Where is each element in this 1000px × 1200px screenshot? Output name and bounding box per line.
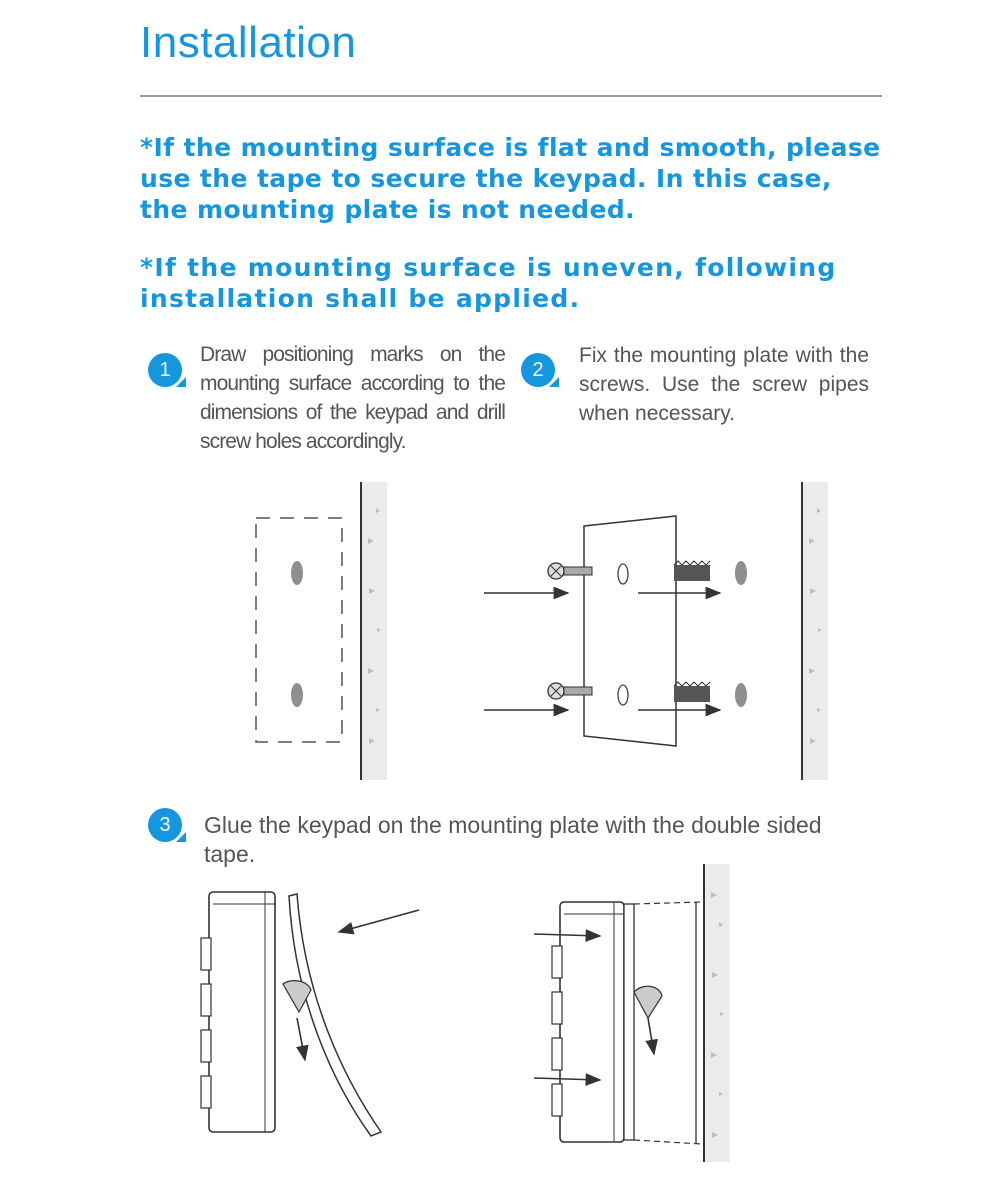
arrow-peel-down (648, 1018, 654, 1054)
drill-hole-top (291, 561, 303, 585)
step-2-text: Fix the mounting plate with the screws. Use the screw pipes when necessary. (579, 344, 869, 425)
screw-pipe-top (674, 561, 710, 581)
mounting-plate (584, 516, 676, 746)
tape-layer (624, 904, 634, 1140)
plate-outline-top (634, 902, 702, 904)
wall-section (361, 482, 387, 780)
tape-backing-peel (634, 986, 662, 1018)
wall-section (802, 482, 828, 780)
note-uneven-surface: *If the mounting surface is uneven, following installation shall be applied. (140, 253, 837, 313)
wall-hole-top (735, 561, 747, 585)
arrow-peel-down (297, 1018, 305, 1060)
page-title: Installation (140, 18, 357, 67)
step-3-illustration-left (195, 880, 435, 1140)
step-2-badge: 2 (521, 353, 555, 387)
step-1-text: Draw positioning marks on the mounting surface according to the dimensions of the keypad and drill screw holes accordingly. (200, 343, 505, 453)
tape-backing-peel (283, 981, 311, 1012)
keypad-side-view (552, 902, 624, 1142)
keypad-side-view (201, 892, 275, 1132)
keypad-outline-dashed (256, 518, 342, 742)
arrow-tape-toward-keypad (339, 910, 419, 932)
step-3-badge: 3 (148, 808, 182, 842)
step-2-illustration (480, 478, 840, 783)
note-flat-surface: *If the mounting surface is flat and smooth, please use the tape to secure the keypad. In this case, the mounting plate is not needed. (140, 133, 881, 224)
title-divider (140, 95, 882, 97)
plate-outline-bottom (634, 1140, 702, 1144)
step-3-text: Glue the keypad on the mounting plate with the double sided tape. (204, 812, 822, 867)
drill-hole-bottom (291, 683, 303, 707)
step-1-badge: 1 (148, 353, 182, 387)
step-3-illustration-right (530, 862, 840, 1162)
wall-section (704, 864, 730, 1162)
step-1-illustration (240, 478, 400, 783)
screw-pipe-bottom (674, 682, 710, 702)
double-sided-tape (289, 894, 381, 1136)
wall-hole-bottom (735, 683, 747, 707)
